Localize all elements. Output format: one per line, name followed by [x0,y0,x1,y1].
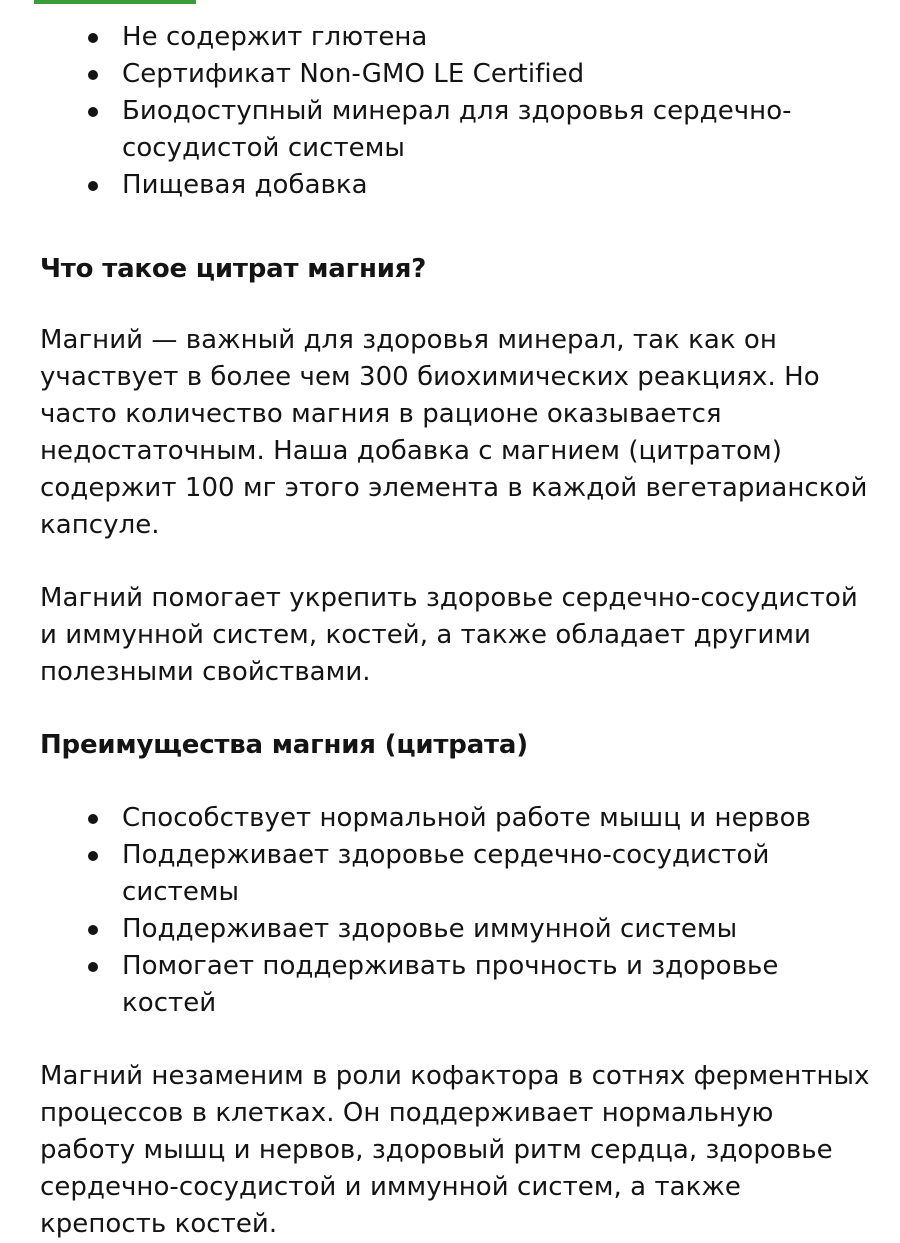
list-item: Не содержит глютена [40,19,870,56]
list-item: Способствует нормальной работе мышц и нервов [40,800,870,837]
benefits-list [40,800,870,1022]
paragraph-benefits-summary: Магний помогает укрепить здоровье сердечно-сосудистой и иммунной систем, костей, а также обладает другими полезными свойствами. [40,583,858,687]
paragraph-cofactor: Магний незаменим в роли кофактора в сотнях ферментных процессов в клетках. Он поддерживает нормальную работу мышц и нервов, здоровый ритм сердца, здоровье сердечно-сосудистой и иммунной систем, а также крепость костей. [40,1061,870,1239]
paragraph-intro: Магний — важный для здоровья минерал, так как он участвует в более чем 300 биохимических реакциях. Но часто количество магния в рационе оказывается недостаточным. Наша добавка с магнием (цитратом) содержит 100 мг этого элемента в каждой вегетарианской капсуле. [40,325,868,540]
list-item: Поддерживает здоровье иммунной системы [40,911,870,948]
accent-bar [34,0,196,4]
list-item: Биодоступный минерал для здоровья сердечно-сосудистой системы [40,93,870,167]
list-item: Пищевая добавка [40,167,870,204]
list-item: Сертификат Non-GMO LE Certified [40,56,870,93]
product-description [40,19,870,1243]
section-heading-what-is: Что такое цитрат магния? [40,254,427,284]
list-item: Помогает поддерживать прочность и здоровье костей [40,948,870,1022]
list-item: Поддерживает здоровье сердечно-сосудистой системы [40,837,870,911]
section-heading-benefits: Преимущества магния (цитрата) [40,730,528,760]
features-list [40,19,870,204]
